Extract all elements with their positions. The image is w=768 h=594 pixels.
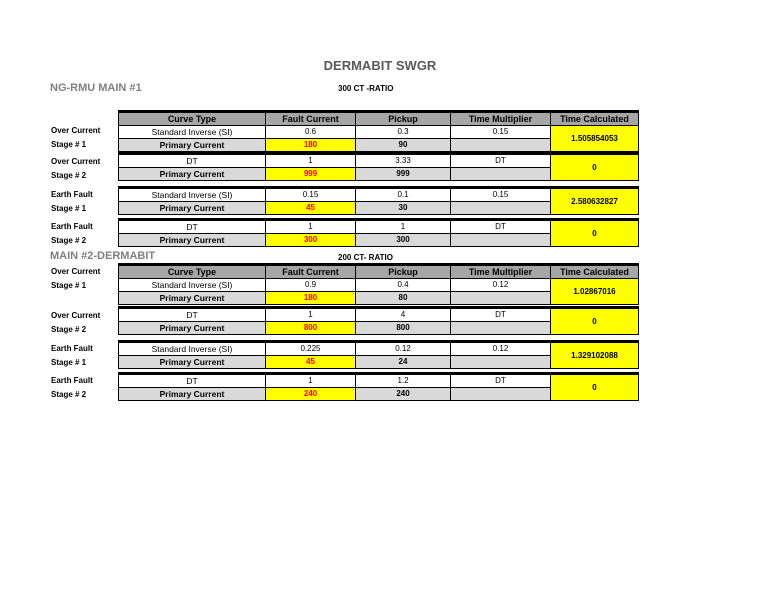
curve-type-cell: Standard Inverse (SI) <box>119 188 266 202</box>
primary-fault-current-cell: 300 <box>266 234 356 247</box>
table-row <box>119 342 639 356</box>
empty-cell <box>451 234 551 247</box>
settings-table-main2-ef2 <box>118 372 639 401</box>
fault-current-cell: 0.15 <box>266 188 356 202</box>
table-row <box>119 308 639 322</box>
settings-table-main2-oc2 <box>118 306 639 335</box>
ct-ratio-main2: 200 CT- RATIO <box>338 253 393 262</box>
header-curve-type: Curve Type <box>119 265 266 279</box>
primary-pickup-cell: 999 <box>356 168 451 181</box>
time-multiplier-cell: 0.12 <box>451 279 551 292</box>
time-multiplier-cell: 0.12 <box>451 342 551 356</box>
fault-current-cell: 0.6 <box>266 126 356 139</box>
primary-pickup-cell: 90 <box>356 139 451 152</box>
time-multiplier-cell: DT <box>451 220 551 234</box>
header-time-calculated: Time Calculated <box>551 112 639 126</box>
stage-label: Earth Fault Stage # 2 <box>51 222 93 245</box>
primary-current-label: Primary Current <box>119 388 266 401</box>
empty-cell <box>451 292 551 305</box>
section-title-main2: MAIN #2-DERMABIT <box>50 250 156 262</box>
pickup-cell: 1 <box>356 220 451 234</box>
pickup-cell: 0.3 <box>356 126 451 139</box>
table-row <box>119 126 639 139</box>
table-row <box>119 279 639 292</box>
pickup-cell: 0.1 <box>356 188 451 202</box>
stage-label: Over Current Stage # 2 <box>51 311 101 334</box>
primary-pickup-cell: 30 <box>356 202 451 215</box>
time-multiplier-cell: 0.15 <box>451 188 551 202</box>
fault-current-cell: 1 <box>266 308 356 322</box>
header-pickup: Pickup <box>356 265 451 279</box>
table-row <box>119 188 639 202</box>
time-calculated-cell: 1.02867016 <box>551 279 639 305</box>
header-curve-type: Curve Type <box>119 112 266 126</box>
primary-current-label: Primary Current <box>119 322 266 335</box>
fault-current-cell: 0.9 <box>266 279 356 292</box>
curve-type-cell: Standard Inverse (SI) <box>119 126 266 139</box>
empty-cell <box>451 322 551 335</box>
fault-current-cell: 1 <box>266 374 356 388</box>
primary-current-label: Primary Current <box>119 292 266 305</box>
stage-label: Earth Fault Stage # 1 <box>51 190 93 213</box>
time-calculated-cell: 0 <box>551 154 639 181</box>
fault-current-cell: 1 <box>266 220 356 234</box>
primary-current-label: Primary Current <box>119 168 266 181</box>
primary-fault-current-cell: 240 <box>266 388 356 401</box>
empty-cell <box>451 356 551 369</box>
primary-fault-current-cell: 45 <box>266 202 356 215</box>
primary-fault-current-cell: 45 <box>266 356 356 369</box>
fault-current-cell: 1 <box>266 154 356 168</box>
header-fault-current: Fault Current <box>266 265 356 279</box>
header-time-calculated: Time Calculated <box>551 265 639 279</box>
time-calculated-cell: 0 <box>551 374 639 401</box>
curve-type-cell: DT <box>119 154 266 168</box>
header-time-multiplier: Time Multiplier <box>451 112 551 126</box>
settings-table-main2-oc1 <box>118 263 639 305</box>
pickup-cell: 4 <box>356 308 451 322</box>
primary-pickup-cell: 300 <box>356 234 451 247</box>
empty-cell <box>451 139 551 152</box>
empty-cell <box>451 388 551 401</box>
document-title: DERMABIT SWGR <box>323 58 437 73</box>
curve-type-cell: DT <box>119 374 266 388</box>
time-multiplier-cell: 0.15 <box>451 126 551 139</box>
primary-pickup-cell: 80 <box>356 292 451 305</box>
stage-label: Over Current Stage # 2 <box>51 157 101 180</box>
time-multiplier-cell: DT <box>451 308 551 322</box>
primary-fault-current-cell: 999 <box>266 168 356 181</box>
primary-fault-current-cell: 180 <box>266 139 356 152</box>
time-calculated-cell: 0 <box>551 308 639 335</box>
primary-current-label: Primary Current <box>119 234 266 247</box>
primary-pickup-cell: 240 <box>356 388 451 401</box>
time-calculated-cell: 1.329102088 <box>551 342 639 369</box>
curve-type-cell: Standard Inverse (SI) <box>119 342 266 356</box>
settings-table-main1-ef2 <box>118 218 639 247</box>
table-header <box>119 265 639 279</box>
curve-type-cell: Standard Inverse (SI) <box>119 279 266 292</box>
time-multiplier-cell: DT <box>451 374 551 388</box>
section-title-main1: NG-RMU MAIN #1 <box>50 82 142 94</box>
table-header <box>119 112 639 126</box>
time-calculated-cell: 2.580632827 <box>551 188 639 215</box>
header-time-multiplier: Time Multiplier <box>451 265 551 279</box>
header-fault-current: Fault Current <box>266 112 356 126</box>
stage-label: Over Current Stage # 1 <box>51 267 101 290</box>
time-calculated-cell: 0 <box>551 220 639 247</box>
table-row <box>119 220 639 234</box>
primary-fault-current-cell: 180 <box>266 292 356 305</box>
settings-table-main1-oc2 <box>118 152 639 181</box>
table-row <box>119 374 639 388</box>
pickup-cell: 0.12 <box>356 342 451 356</box>
header-pickup: Pickup <box>356 112 451 126</box>
primary-pickup-cell: 800 <box>356 322 451 335</box>
pickup-cell: 0.4 <box>356 279 451 292</box>
curve-type-cell: DT <box>119 308 266 322</box>
stage-label: Earth Fault Stage # 1 <box>51 344 93 367</box>
time-calculated-cell: 1.505854053 <box>551 126 639 152</box>
empty-cell <box>451 202 551 215</box>
pickup-cell: 3.33 <box>356 154 451 168</box>
settings-table-main2-ef1 <box>118 340 639 369</box>
primary-current-label: Primary Current <box>119 139 266 152</box>
stage-label: Over Current Stage # 1 <box>51 126 101 149</box>
fault-current-cell: 0.225 <box>266 342 356 356</box>
primary-current-label: Primary Current <box>119 356 266 369</box>
curve-type-cell: DT <box>119 220 266 234</box>
primary-pickup-cell: 24 <box>356 356 451 369</box>
primary-fault-current-cell: 800 <box>266 322 356 335</box>
primary-current-label: Primary Current <box>119 202 266 215</box>
settings-table-main1-ef1 <box>118 186 639 215</box>
pickup-cell: 1.2 <box>356 374 451 388</box>
table-row <box>119 154 639 168</box>
settings-table-main1-oc1 <box>118 110 639 152</box>
empty-cell <box>451 168 551 181</box>
stage-label: Earth Fault Stage # 2 <box>51 376 93 399</box>
ct-ratio-main1: 300 CT -RATIO <box>338 84 394 93</box>
time-multiplier-cell: DT <box>451 154 551 168</box>
